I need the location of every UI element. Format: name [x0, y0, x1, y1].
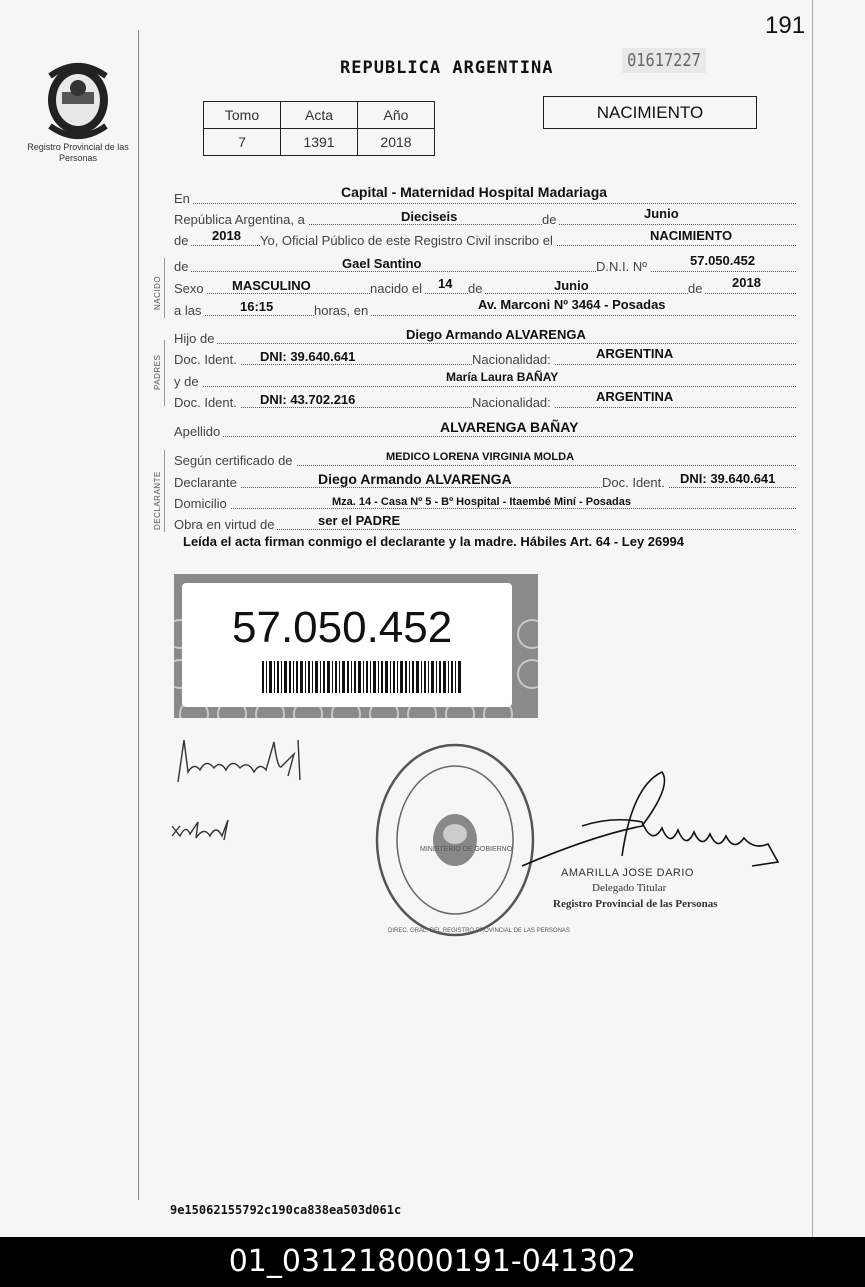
table-header-tomo: Tomo — [204, 102, 281, 129]
side-label-nacido: NACIDO — [153, 275, 162, 310]
form-row — [174, 491, 796, 511]
margin-line — [138, 30, 139, 1200]
label-en: En — [174, 191, 193, 206]
label-republica: República Argentina, a — [174, 212, 308, 227]
label-nacionalidad: Nacionalidad: — [472, 352, 554, 367]
value-birth-day: 14 — [438, 276, 453, 291]
value-year: 2018 — [212, 228, 241, 243]
section-divider — [164, 340, 165, 406]
label-segun: Según certificado de — [174, 453, 296, 468]
seal-outer-text: DIREC. GRAL. DEL REGISTRO PROVINCIAL DE LAS PERSONAS — [388, 928, 570, 934]
table-header-anio: Año — [358, 102, 435, 129]
value-certificate: MEDICO LORENA VIRGINIA MOLDA — [386, 451, 575, 463]
province-seal-logo — [38, 56, 118, 140]
closing-statement: Leída el acta firman conmigo el declarante y la madre. Hábiles Art. 64 - Ley 26994 — [183, 534, 684, 549]
value-child-dni: 57.050.452 — [690, 253, 756, 268]
barcode — [262, 661, 462, 693]
label-y-de: y de — [174, 374, 202, 389]
label-de: de — [174, 233, 191, 248]
form-row — [174, 276, 796, 296]
value-virtue: ser el PADRE — [318, 513, 401, 528]
label-doc: Doc. Ident. — [174, 395, 240, 410]
form-row — [174, 326, 796, 346]
value-birth-month: Junio — [554, 278, 589, 293]
value-father-doc: DNI: 39.640.641 — [260, 349, 356, 364]
value-day-word: Dieciseis — [401, 209, 458, 224]
officer-role: Delegado Titular — [592, 882, 667, 894]
form-row — [174, 448, 796, 468]
serial-number: 01617227 — [622, 48, 706, 73]
value-surname: ALVARENGA BAÑAY — [440, 419, 579, 435]
label-de: de — [542, 212, 559, 227]
label-horas: horas, en — [314, 303, 371, 318]
value-birth-time: 16:15 — [240, 299, 274, 314]
value-declarant-doc: DNI: 39.640.641 — [680, 471, 776, 486]
officer-signature — [512, 766, 784, 876]
value-sex: MASCULINO — [232, 278, 311, 293]
section-divider — [164, 450, 165, 532]
value-inscribe: NACIMIENTO — [650, 228, 733, 243]
form-row — [174, 254, 796, 274]
label-officer: Yo, Oficial Público de este Registro Civil inscribo el — [260, 233, 556, 248]
form-row — [174, 228, 796, 248]
acta-table — [203, 101, 435, 156]
dni-sticker — [174, 574, 538, 718]
form-row — [174, 347, 796, 367]
label-domicilio: Domicilio — [174, 496, 230, 511]
table-value-tomo: 7 — [204, 129, 281, 156]
side-label-padres: PADRES — [153, 354, 162, 390]
seal-inner-text: MINISTERIO DE GOBIERNO — [420, 846, 513, 853]
registry-caption: Registro Provincial de las Personas — [27, 142, 129, 163]
label-de: de — [468, 281, 485, 296]
value-mother-name: María Laura BAÑAY — [446, 370, 559, 384]
side-label-declarante: DECLARANTE — [153, 471, 162, 530]
value-birth-year: 2018 — [732, 275, 761, 290]
officer-org: Registro Provincial de las Personas — [553, 898, 718, 910]
page-edge-line — [812, 0, 813, 1237]
form-row — [174, 369, 796, 389]
table-value-acta: 1391 — [281, 129, 358, 156]
form-row — [174, 207, 796, 227]
label-doc: Doc. Ident. — [602, 475, 668, 490]
table-header-acta: Acta — [281, 102, 358, 129]
value-father-name: Diego Armando ALVARENGA — [406, 327, 586, 342]
declarant-signature — [170, 732, 320, 792]
form-row — [174, 390, 796, 410]
record-type-box: NACIMIENTO — [543, 96, 757, 129]
document-title: REPUBLICA ARGENTINA — [340, 58, 554, 78]
value-mother-doc: DNI: 43.702.216 — [260, 392, 356, 407]
form-row — [174, 186, 796, 206]
page-number: 191 — [765, 12, 806, 39]
value-address: Mza. 14 - Casa Nº 5 - Bº Hospital - Itaembé Miní - Posadas — [332, 496, 631, 508]
label-declarante: Declarante — [174, 475, 240, 490]
value-birth-place: Av. Marconi Nº 3464 - Posadas — [478, 297, 666, 312]
label-nacido: nacido el — [370, 281, 425, 296]
label-de: de — [688, 281, 705, 296]
label-nacionalidad: Nacionalidad: — [472, 395, 554, 410]
label-sexo: Sexo — [174, 281, 207, 296]
document-hash: 9e15062155792c190ca838ea503d061c — [170, 1203, 402, 1217]
mother-signature — [168, 814, 238, 848]
label-de: de — [174, 259, 191, 274]
value-mother-nat: ARGENTINA — [596, 389, 674, 404]
label-dni: D.N.I. Nº — [596, 259, 650, 274]
form-row — [174, 512, 796, 532]
label-obra: Obra en virtud de — [174, 517, 277, 532]
value-place: Capital - Maternidad Hospital Madariaga — [341, 184, 608, 200]
label-apellido: Apellido — [174, 424, 223, 439]
form-row — [174, 470, 796, 490]
officer-name: AMARILLA JOSE DARIO — [561, 867, 694, 879]
label-hijo: Hijo de — [174, 331, 217, 346]
label-doc: Doc. Ident. — [174, 352, 240, 367]
label-a-las: a las — [174, 303, 204, 318]
value-child-name: Gael Santino — [342, 256, 422, 271]
sticker-number: 57.050.452 — [232, 603, 453, 652]
value-declarant: Diego Armando ALVARENGA — [318, 471, 512, 487]
value-month: Junio — [644, 206, 679, 221]
table-value-anio: 2018 — [358, 129, 435, 156]
form-row — [174, 419, 796, 439]
section-divider — [164, 258, 165, 318]
form-row — [174, 298, 796, 318]
footer-id: 01_031218000191-041302 — [0, 1237, 865, 1287]
value-father-nat: ARGENTINA — [596, 346, 674, 361]
